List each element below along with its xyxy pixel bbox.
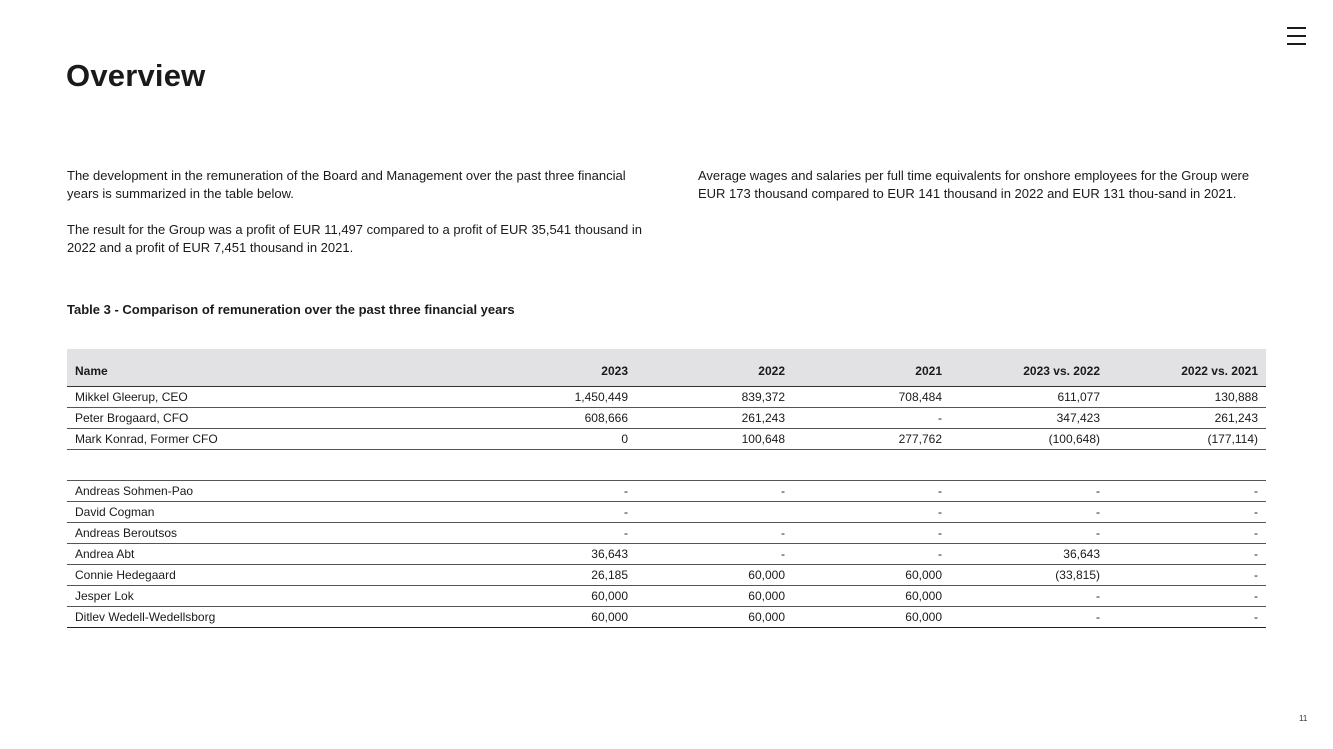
cell-2022 [636, 502, 793, 523]
cell-2022: - [636, 481, 793, 502]
table-row [67, 565, 1266, 586]
cell-name: Ditlev Wedell-Wedellsborg [67, 607, 470, 628]
spacer-cell [67, 450, 1266, 481]
cell-2022-vs-2021: 261,243 [1108, 408, 1266, 429]
cell-2022-vs-2021: - [1108, 523, 1266, 544]
cell-2022: - [636, 523, 793, 544]
result-paragraph: The result for the Group was a profit of EUR 11,497 compared to a profit of EUR 35,541 thousand in 2022 and a profit of EUR 7,451 thousand in 2021. [67, 222, 642, 255]
cell-2021: 60,000 [793, 586, 950, 607]
hamburger-menu-icon[interactable] [1287, 27, 1306, 45]
cell-2023-vs-2022: (33,815) [950, 565, 1108, 586]
menu-bar [1287, 35, 1306, 37]
table-title: Table 3 - Comparison of remuneration over the past three financial years [67, 302, 515, 317]
cell-2022-vs-2021: - [1108, 586, 1266, 607]
cell-2023: 36,643 [470, 544, 636, 565]
cell-name: Mark Konrad, Former CFO [67, 429, 470, 450]
cell-2023-vs-2022: - [950, 607, 1108, 628]
cell-2023-vs-2022: - [950, 481, 1108, 502]
column-header-name: Name [67, 349, 470, 387]
cell-name: Mikkel Gleerup, CEO [67, 387, 470, 408]
cell-2022: 261,243 [636, 408, 793, 429]
cell-name: David Cogman [67, 502, 470, 523]
cell-2023: 0 [470, 429, 636, 450]
cell-2022-vs-2021: - [1108, 481, 1266, 502]
menu-bar [1287, 27, 1306, 29]
table-row [67, 544, 1266, 565]
cell-2021: - [793, 544, 950, 565]
table-row [67, 607, 1266, 628]
intro-paragraph: The development in the remuneration of the Board and Management over the past three financial years is summarized in the table below. [67, 168, 626, 201]
cell-2023: 608,666 [470, 408, 636, 429]
cell-name: Andreas Sohmen-Pao [67, 481, 470, 502]
cell-2022: - [636, 544, 793, 565]
cell-2022-vs-2021: (177,114) [1108, 429, 1266, 450]
cell-2021: 60,000 [793, 565, 950, 586]
cell-2023-vs-2022: - [950, 502, 1108, 523]
cell-name: Andreas Beroutsos [67, 523, 470, 544]
table-row [67, 481, 1266, 502]
table-row [67, 429, 1266, 450]
cell-2022-vs-2021: 130,888 [1108, 387, 1266, 408]
cell-2022: 60,000 [636, 607, 793, 628]
cell-2021: 277,762 [793, 429, 950, 450]
table-section-spacer [67, 450, 1266, 481]
cell-2023: 26,185 [470, 565, 636, 586]
cell-2021: - [793, 408, 950, 429]
table-row [67, 408, 1266, 429]
cell-2021: 708,484 [793, 387, 950, 408]
column-header-2022-vs-2021: 2022 vs. 2021 [1108, 349, 1266, 387]
cell-name: Jesper Lok [67, 586, 470, 607]
cell-2022-vs-2021: - [1108, 502, 1266, 523]
cell-2023-vs-2022: 347,423 [950, 408, 1108, 429]
cell-2022-vs-2021: - [1108, 607, 1266, 628]
cell-name: Peter Brogaard, CFO [67, 408, 470, 429]
column-header-2023-vs-2022: 2023 vs. 2022 [950, 349, 1108, 387]
cell-2021: - [793, 523, 950, 544]
table-row [67, 586, 1266, 607]
page-number: 11 [1299, 714, 1308, 723]
cell-2022: 60,000 [636, 586, 793, 607]
cell-2022-vs-2021: - [1108, 565, 1266, 586]
cell-2023: 1,450,449 [470, 387, 636, 408]
cell-name: Andrea Abt [67, 544, 470, 565]
cell-2023: - [470, 481, 636, 502]
wages-paragraph: Average wages and salaries per full time equivalents for onshore employees for the Group were EUR 173 thousand compared to EUR 141 thousand in 2022 and EUR 131 thou-sand in 2021. [698, 168, 1250, 201]
cell-name: Connie Hedegaard [67, 565, 470, 586]
cell-2023-vs-2022: 611,077 [950, 387, 1108, 408]
cell-2022: 100,648 [636, 429, 793, 450]
table-row [67, 502, 1266, 523]
cell-2023: - [470, 523, 636, 544]
cell-2021: - [793, 481, 950, 502]
remuneration-table [67, 349, 1266, 628]
cell-2023-vs-2022: - [950, 586, 1108, 607]
cell-2023: 60,000 [470, 586, 636, 607]
column-header-2021: 2021 [793, 349, 950, 387]
cell-2021: - [793, 502, 950, 523]
page-title: Overview [66, 58, 206, 93]
cell-2023: 60,000 [470, 607, 636, 628]
cell-2021: 60,000 [793, 607, 950, 628]
table-header-row [67, 349, 1266, 387]
cell-2022-vs-2021: - [1108, 544, 1266, 565]
cell-2023-vs-2022: - [950, 523, 1108, 544]
table-row [67, 523, 1266, 544]
cell-2023: - [470, 502, 636, 523]
menu-bar [1287, 43, 1306, 45]
cell-2022: 60,000 [636, 565, 793, 586]
column-header-2022: 2022 [636, 349, 793, 387]
cell-2023-vs-2022: (100,648) [950, 429, 1108, 450]
cell-2023-vs-2022: 36,643 [950, 544, 1108, 565]
cell-2022: 839,372 [636, 387, 793, 408]
column-header-2023: 2023 [470, 349, 636, 387]
table-row [67, 387, 1266, 408]
